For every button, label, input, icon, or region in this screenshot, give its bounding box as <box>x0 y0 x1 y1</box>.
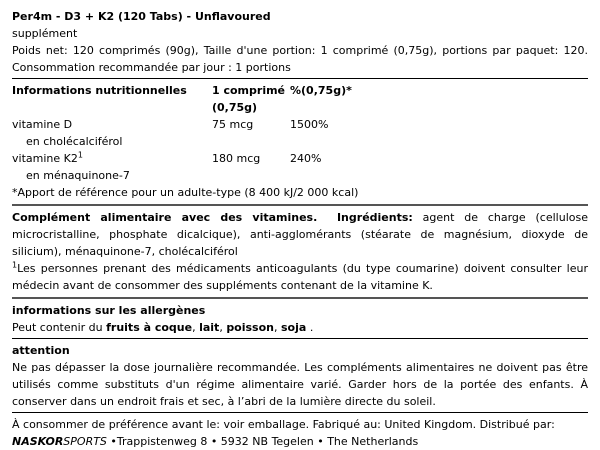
allergens-lead: Peut contenir du <box>12 321 103 334</box>
divider-above-nutrition-table <box>12 78 588 79</box>
footnote-marker-icon: 1 <box>12 260 18 270</box>
allergens-heading: informations sur les allergènes <box>12 304 206 317</box>
header-amount-line1: 1 comprimé <box>212 84 286 97</box>
footnote-marker-icon: 1 <box>77 150 83 160</box>
divider-above-warning <box>12 338 588 339</box>
row-sub-amount-blank <box>212 167 290 184</box>
brand-name-regular: SPORTS <box>63 435 107 448</box>
vitamin-k-footnote <box>12 260 588 294</box>
table-row <box>12 116 588 133</box>
warning-heading: attention <box>12 344 70 357</box>
reference-intake-note: *Apport de référence pour un adulte-type (8 400 kJ/2 000 kcal) <box>12 186 359 199</box>
brand-name-bold: NASKOR <box>12 435 64 448</box>
table-row-sub <box>12 133 588 150</box>
ingredients-paragraph <box>12 209 588 260</box>
allergens-line <box>12 319 588 336</box>
allergen-item-0: fruits à coque <box>106 321 193 334</box>
product-category: supplément <box>12 27 78 40</box>
ingredients-body: agent de charge (cellulose microcristalline, phosphate dicalcique), anti-agglomérants (stéarate de magnésium, dioxyde de silicium), ménaquinone-7, cholécalciférol <box>12 211 588 258</box>
distributor-line <box>12 433 588 450</box>
vitamin-k-footnote-text: Les personnes prenant des médicaments anticoagulants (du type coumarine) doivent consulter leur médecin avant de consommer des suppléments contenant de la vitamine K. <box>12 262 588 292</box>
row-amount-vitamine-k2: 180 mcg <box>212 152 261 165</box>
allergen-sep: , <box>192 321 196 334</box>
row-sub-percent-blank <box>290 133 588 150</box>
table-row <box>12 150 588 167</box>
allergen-item-2: poisson <box>226 321 274 334</box>
nutrition-table <box>12 82 588 184</box>
row-label: vitamine D <box>12 118 73 131</box>
row-name-vitamine-d <box>12 116 212 133</box>
header-nutrition-info: Informations nutritionnelles <box>12 84 187 97</box>
row-sub-amount-blank <box>212 133 290 150</box>
ingredients-label: Ingrédients: <box>336 211 413 224</box>
distributor-address: •Trappistenweg 8 • 5932 NB Tegelen • The Netherlands <box>110 435 419 448</box>
header-percent: %(0,75g)* <box>290 84 352 97</box>
row-percent-vitamine-d: 1500% <box>290 118 329 131</box>
ingredients-bold-lead: Complément alimentaire avec des vitamines. <box>12 211 318 224</box>
row-sub-vitamine-k2: en ménaquinone-7 <box>26 169 130 182</box>
net-weight-serving-line: Poids net: 120 comprimés (90g), Taille d'une portion: 1 comprimé (0,75g), portions par paquet: 120. Consommation recommandée par jour : 1 portions <box>12 44 588 74</box>
allergen-sep: , <box>219 321 223 334</box>
nutrition-table-body <box>12 116 588 184</box>
table-row-sub <box>12 167 588 184</box>
divider-above-allergens <box>12 297 588 299</box>
allergens-trailing: . <box>309 321 314 334</box>
allergen-item-1: lait <box>199 321 220 334</box>
product-title: Per4m - D3 + K2 (120 Tabs) - Unflavoured <box>12 10 271 23</box>
row-percent-vitamine-k2: 240% <box>290 152 322 165</box>
row-sub-percent-blank <box>290 167 588 184</box>
allergen-sep: , <box>274 321 278 334</box>
header-amount-line2: (0,75g) <box>212 101 258 114</box>
row-label: vitamine K2 <box>12 152 78 165</box>
row-sub-vitamine-d: en cholécalciférol <box>26 135 123 148</box>
warning-text: Ne pas dépasser la dose journalière recommandée. Les compléments alimentaires ne doivent pas être utilisés comme substituts d'un régime alimentaire varié. Garder hors de la portée des enfants. À conserver dans un endroit frais et sec, à l’abri de la lumière directe du soleil. <box>12 361 588 408</box>
row-amount-vitamine-d: 75 mcg <box>212 118 254 131</box>
row-name-vitamine-k2 <box>12 150 212 167</box>
divider-above-footer <box>12 412 588 413</box>
header-amount <box>212 82 290 116</box>
best-before-line: À consommer de préférence avant le: voir emballage. Fabriqué au: United Kingdom. Distribué par: <box>12 418 555 431</box>
nutrition-table-head <box>12 82 588 116</box>
allergen-item-3: soja <box>281 321 307 334</box>
table-header-row <box>12 82 588 116</box>
divider-above-ingredients <box>12 204 588 206</box>
